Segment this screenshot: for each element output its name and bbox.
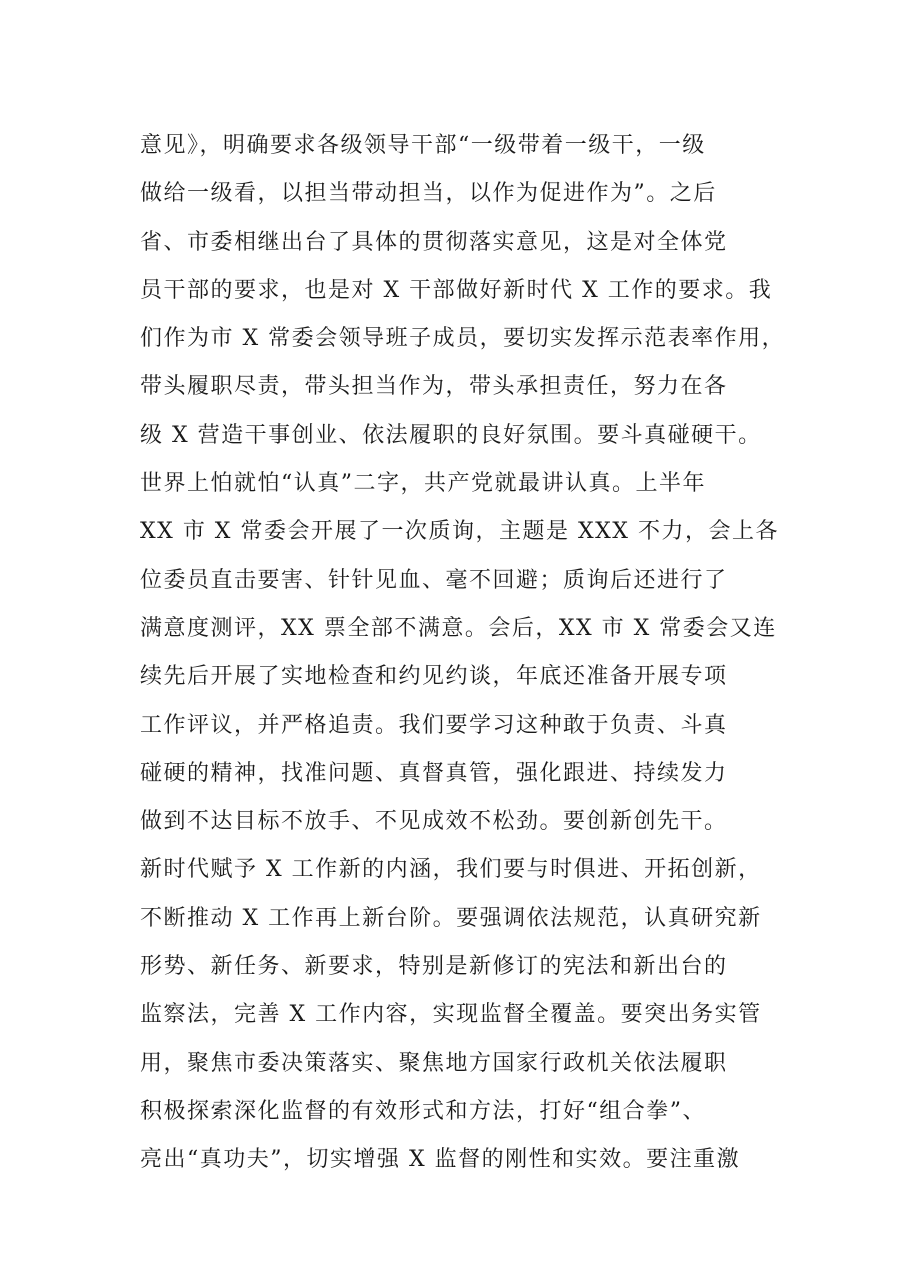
text-line: 级 X 营造干事创业、依法履职的良好氛围。要斗真碰硬干。 xyxy=(140,422,762,448)
text-line: 省、市委相继出台了具体的贯彻落实意见，这是对全体党 xyxy=(140,229,728,255)
text-line: 形势、新任务、新要求，特别是新修订的宪法和新出台的 xyxy=(140,954,728,980)
text-line: 满意度测评，XX 票全部不满意。会后，XX 市 X 常委会又连 xyxy=(140,615,777,641)
text-line: 不断推动 X 工作再上新台阶。要强调依法规范，认真研究新 xyxy=(140,905,762,931)
text-line: 世界上怕就怕“认真”二字，共产党就最讲认真。上半年 xyxy=(140,471,706,497)
text-line: XX 市 X 常委会开展了一次质询，主题是 XXX 不力，会上各 xyxy=(140,519,779,545)
text-line: 员干部的要求，也是对 X 干部做好新时代 X 工作的要求。我 xyxy=(140,277,773,303)
text-line: 位委员直击要害、针针见血、毫不回避；质询后还进行了 xyxy=(140,567,728,593)
body-text xyxy=(140,122,786,1185)
text-line: 们作为市 X 常委会领导班子成员，要切实发挥示范表率作用， xyxy=(140,326,786,352)
text-line: 积极探索深化监督的有效形式和方法，打好“组合拳”、 xyxy=(140,1098,706,1124)
text-line: 用，聚焦市委决策落实、聚焦地方国家行政机关依法履职 xyxy=(140,1050,728,1076)
text-line: 意见》，明确要求各级领导干部“一级带着一级干，一级 xyxy=(140,133,706,158)
text-line: 续先后开展了实地检查和约见约谈，年底还准备开展专项 xyxy=(140,664,728,690)
text-line: 亮出“真功夫”，切实增强 X 监督的刚性和实效。要注重激 xyxy=(140,1147,741,1173)
text-line: 工作评议，并严格追责。我们要学习这种敢于负责、斗真 xyxy=(140,712,728,738)
text-line: 碰硬的精神，找准问题、真督真管，强化跟进、持续发力 xyxy=(140,760,728,786)
text-line: 带头履职尽责，带头担当作为，带头承担责任，努力在各 xyxy=(140,374,728,400)
text-line: 新时代赋予 X 工作新的内涵，我们要与时俱进、开拓创新， xyxy=(140,857,762,883)
text-line: 监察法，完善 X 工作内容，实现监督全覆盖。要突出务实管 xyxy=(140,1002,762,1028)
text-line: 做到不达目标不放手、不见成效不松劲。要创新创先干。 xyxy=(140,809,728,835)
text-line: 做给一级看，以担当带动担当，以作为促进作为”。之后 xyxy=(140,181,717,207)
